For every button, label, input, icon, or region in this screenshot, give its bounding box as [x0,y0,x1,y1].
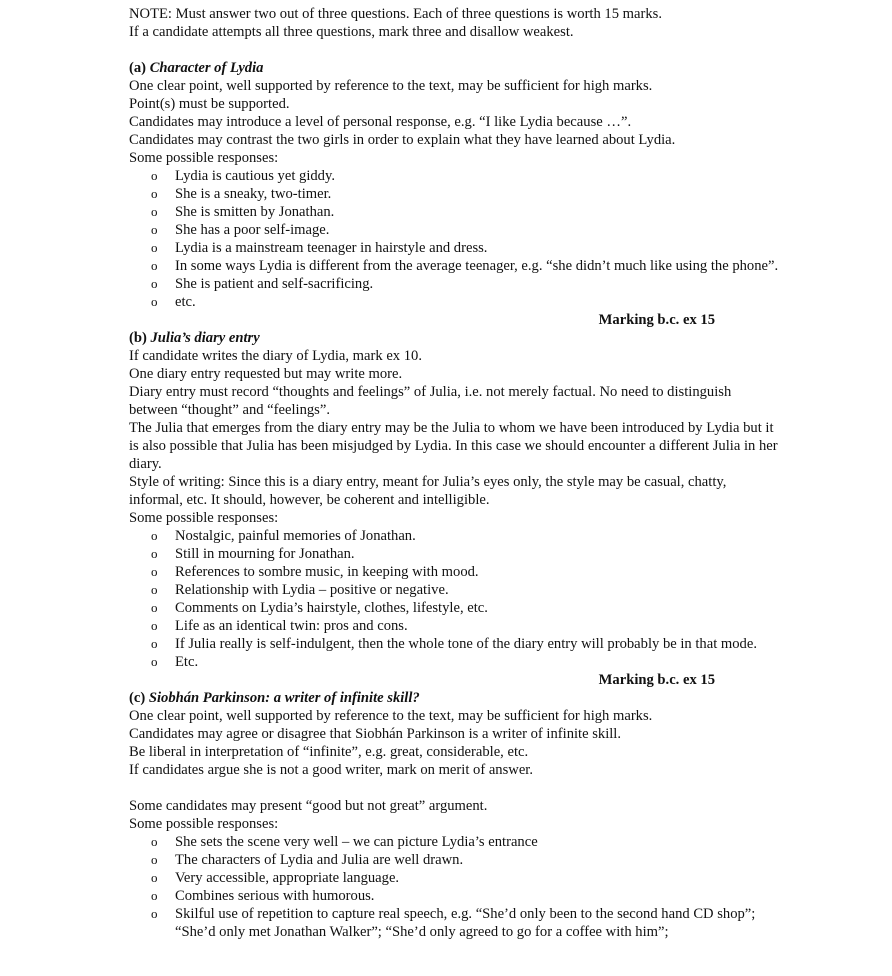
list-item [129,905,779,941]
list-item-text: References to sombre music, in keeping with mood. [175,564,479,580]
list-item-text: Etc. [175,654,199,670]
list-item [129,239,779,257]
section-label: (b) [129,330,147,346]
bullet-icon: o [151,654,158,669]
list-item-text: Comments on Lydia’s hairstyle, clothes, lifestyle, etc. [175,600,488,616]
list-item-text: Nostalgic, painful memories of Jonathan. [175,528,416,544]
list-item-text: If Julia really is self-indulgent, then the whole tone of the diary entry will probably be in that mode. [175,636,757,652]
note-line: NOTE: Must answer two out of three questions. Each of three questions is worth 15 marks. [129,6,662,22]
body-line: Candidates may agree or disagree that Siobhán Parkinson is a writer of infinite skill. [129,726,622,742]
list-item-text: Lydia is a mainstream teenager in hairstyle and dress. [175,240,488,256]
body-line: Candidates may contrast the two girls in order to explain what they have learned about Lydia. [129,132,676,148]
section-label: (c) [129,690,146,706]
list-item-text: Very accessible, appropriate language. [175,870,400,886]
list-item [129,545,779,563]
list-item [129,887,779,905]
list-item-text: Life as an identical twin: pros and cons. [175,618,408,634]
list-item-text: She is patient and self-sacrificing. [175,276,374,292]
list-item [129,617,779,635]
body-line: Some possible responses: [129,816,279,832]
list-item-text: She is a sneaky, two-timer. [175,186,332,202]
body-line: Candidates may introduce a level of personal response, e.g. “I like Lydia because …”. [129,114,632,130]
bullet-icon: o [151,168,158,183]
response-list [129,833,779,941]
bullet-icon: o [151,222,158,237]
bullet-icon: o [151,852,158,867]
spacer [129,41,779,59]
list-item-text: She sets the scene very well – we can picture Lydia’s entrance [175,834,538,850]
response-list [129,527,779,671]
list-item [129,275,779,293]
list-item-text: Skilful use of repetition to capture real speech, e.g. “She’d only been to the second hand CD shop”; “She’d only met Jonathan Walker”; “She’d only agreed to go for a coffee with him”; [175,906,756,940]
section-b [129,329,779,689]
bullet-icon: o [151,294,158,309]
bullet-icon: o [151,582,158,597]
list-item [129,185,779,203]
list-item [129,257,779,275]
list-item [129,869,779,887]
body-line: Diary entry must record “thoughts and feelings” of Julia, i.e. not merely factual. No need to distinguish between “thought” and “feelings”. [129,384,732,418]
list-item-text: Still in mourning for Jonathan. [175,546,355,562]
section-label: (a) [129,60,147,76]
document-body [129,5,779,941]
list-item-text: Relationship with Lydia – positive or negative. [175,582,449,598]
bullet-icon: o [151,258,158,273]
section-c [129,689,779,941]
section-title: Character of Lydia [149,60,264,76]
section-heading [129,59,779,77]
section-title: Siobhán Parkinson: a writer of infinite skill? [148,690,420,706]
list-item [129,221,779,239]
list-item-text: Combines serious with humorous. [175,888,375,904]
note-line: If a candidate attempts all three questions, mark three and disallow weakest. [129,24,574,40]
bullet-icon: o [151,636,158,651]
body-line: Some candidates may present “good but not great” argument. [129,798,488,814]
list-item-text: She is smitten by Jonathan. [175,204,335,220]
bullet-icon: o [151,564,158,579]
bullet-icon: o [151,906,158,921]
list-item [129,527,779,545]
bullet-icon: o [151,834,158,849]
bullet-icon: o [151,204,158,219]
spacer [129,779,779,797]
body-line: One clear point, well supported by reference to the text, may be sufficient for high marks. [129,78,653,94]
bullet-icon: o [151,546,158,561]
list-item [129,293,779,311]
body-line: One clear point, well supported by reference to the text, may be sufficient for high marks. [129,708,653,724]
bullet-icon: o [151,870,158,885]
list-item [129,581,779,599]
list-item [129,851,779,869]
list-item-text: The characters of Lydia and Julia are well drawn. [175,852,464,868]
body-line: One diary entry requested but may write more. [129,366,403,382]
body-line: If candidate writes the diary of Lydia, mark ex 10. [129,348,422,364]
bullet-icon: o [151,240,158,255]
list-item [129,167,779,185]
response-list [129,167,779,311]
section-a [129,59,779,329]
list-item [129,563,779,581]
list-item-text: Lydia is cautious yet giddy. [175,168,335,184]
section-heading [129,689,779,707]
body-line: If candidates argue she is not a good writer, mark on merit of answer. [129,762,533,778]
bullet-icon: o [151,888,158,903]
list-item [129,653,779,671]
section-title: Julia’s diary entry [150,330,260,346]
bullet-icon: o [151,528,158,543]
list-item [129,203,779,221]
body-line: Be liberal in interpretation of “infinite”, e.g. great, considerable, etc. [129,744,529,760]
bullet-icon: o [151,600,158,615]
list-item-text: In some ways Lydia is different from the average teenager, e.g. “she didn’t much like using the phone”. [175,258,779,274]
list-item-text: She has a poor self-image. [175,222,330,238]
list-item [129,599,779,617]
body-line: Some possible responses: [129,150,279,166]
bullet-icon: o [151,186,158,201]
body-line: The Julia that emerges from the diary entry may be the Julia to whom we have been introduced by Lydia but it is also possible that Julia has been misjudged by Lydia. In this case we should encounter a different Julia in her diary. [129,420,778,472]
list-item [129,635,779,653]
list-item [129,833,779,851]
body-line: Style of writing: Since this is a diary entry, meant for Julia’s eyes only, the style may be casual, chatty, informal, etc. It should, however, be coherent and intelligible. [129,474,727,508]
marking-note: Marking b.c. ex 15 [598,672,715,688]
section-heading [129,329,779,347]
body-line: Point(s) must be supported. [129,96,290,112]
bullet-icon: o [151,618,158,633]
marking-note: Marking b.c. ex 15 [598,312,715,328]
body-line: Some possible responses: [129,510,279,526]
bullet-icon: o [151,276,158,291]
list-item-text: etc. [175,294,196,310]
